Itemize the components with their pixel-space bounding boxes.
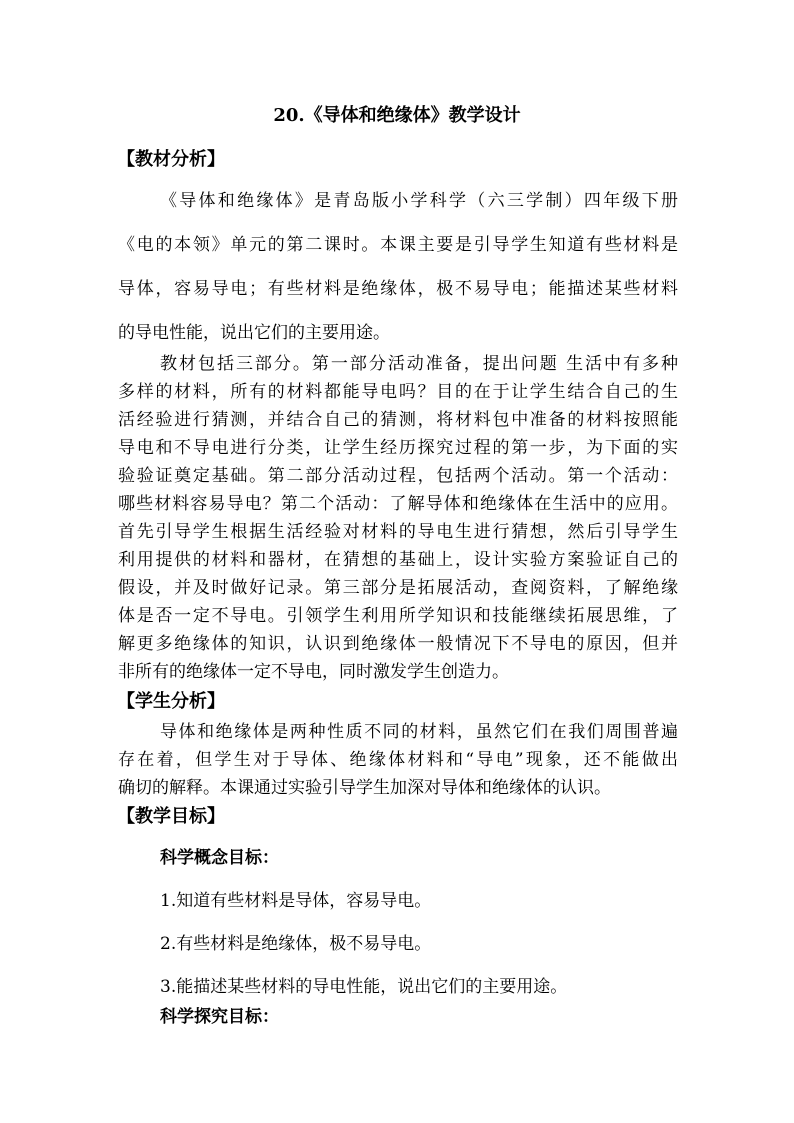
paragraph-line: 利用提供的材料和器材，在猜想的基础上，设计实验方案验证自己的 xyxy=(118,550,678,570)
paragraph-line: 的导电性能，说出它们的主要用途。 xyxy=(118,323,390,343)
subheading-inquiry-goals: 科学探究目标： xyxy=(160,1007,279,1027)
paragraph-line: 《导体和绝缘体》是青岛版小学科学（六三学制）四年级下册 xyxy=(160,191,678,211)
paragraph-line: 活经验进行猜测，并结合自己的猜测，将材料包中准备的材料按照能 xyxy=(118,410,678,430)
section-heading-textbook-analysis: 【教材分析】 xyxy=(117,149,225,170)
paragraph-line: 体是否一定不导电。引领学生利用所学知识和技能继续拓展思维，了 xyxy=(118,606,678,626)
list-item: 3.能描述某些材料的导电性能，说出它们的主要用途。 xyxy=(160,977,568,997)
section-heading-teaching-goals: 【教学目标】 xyxy=(117,806,225,827)
paragraph-line: 存在着，但学生对于导体、绝缘体材料和“导电”现象，还不能做出 xyxy=(118,750,678,770)
paragraph-line: 多样的材料，所有的材料都能导电吗？目的在于让学生结合自己的生 xyxy=(118,382,678,402)
paragraph-line: 首先引导学生根据生活经验对材料的导电生进行猜想，然后引导学生 xyxy=(118,522,678,542)
paragraph-line: 教材包括三部分。第一部分活动准备，提出问题 生活中有多种 xyxy=(160,354,678,374)
paragraph-line: 导电和不导电进行分类，让学生经历探究过程的第一步，为下面的实 xyxy=(118,438,678,458)
paragraph-line: 《电的本领》单元的第二课时。本课主要是引导学生知道有些材料是 xyxy=(118,235,678,255)
list-item: 1.知道有些材料是导体，容易导电。 xyxy=(160,891,432,911)
section-heading-student-analysis: 【学生分析】 xyxy=(117,691,225,712)
paragraph-line: 确切的解释。本课通过实验引导学生加深对导体和绝缘体的认识。 xyxy=(118,778,611,798)
paragraph-line: 假设，并及时做好记录。第三部分是拓展活动，查阅资料，了解绝缘 xyxy=(118,578,678,598)
paragraph-line: 导体，容易导电；有些材料是绝缘体，极不易导电；能描述某些材料 xyxy=(118,279,678,299)
document-title: 20.《导体和绝缘体》教学设计 xyxy=(273,105,521,126)
paragraph-line: 导体和绝缘体是两种性质不同的材料，虽然它们在我们周围普遍 xyxy=(160,722,678,742)
paragraph-line: 哪些材料容易导电？第二个活动：了解导体和绝缘体在生活中的应用。 xyxy=(118,494,678,514)
paragraph-line: 非所有的绝缘体一定不导电，同时激发学生创造力。 xyxy=(118,662,509,682)
subheading-concept-goals: 科学概念目标： xyxy=(160,848,279,868)
paragraph-line: 解更多绝缘体的知识，认识到绝缘体一般情况下不导电的原因，但并 xyxy=(118,634,678,654)
list-item: 2.有些材料是绝缘体，极不易导电。 xyxy=(160,934,432,954)
paragraph-line: 验验证奠定基础。第二部分活动过程，包括两个活动。第一个活动： xyxy=(118,466,678,486)
